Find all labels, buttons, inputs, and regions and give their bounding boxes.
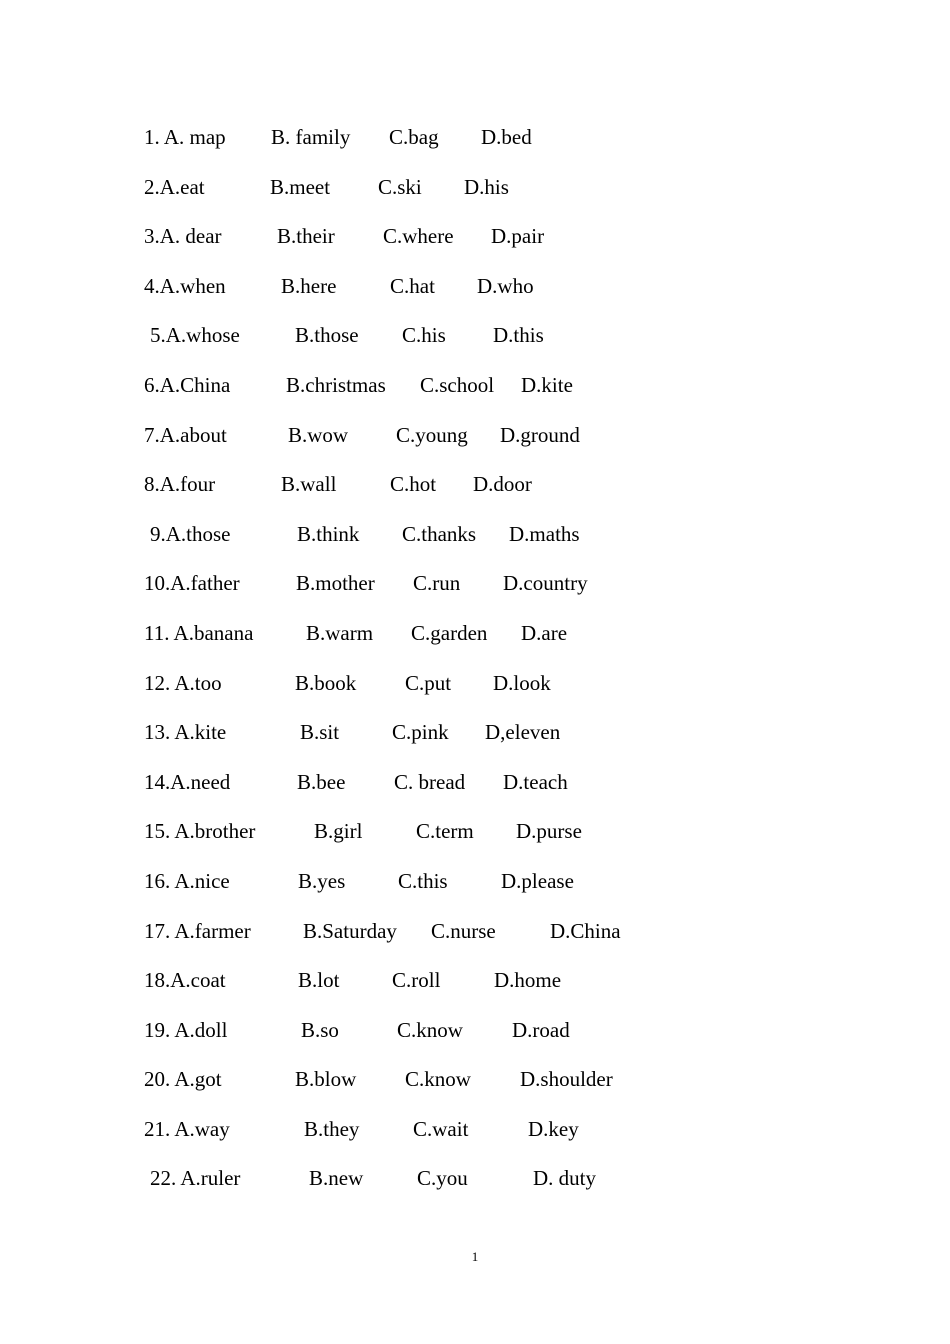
- question-row: [0, 864, 950, 914]
- option-c: C.know: [397, 1017, 463, 1042]
- option-c: C.bag: [389, 125, 439, 149]
- question-row: [0, 1112, 950, 1162]
- option-d: D.pair: [491, 224, 545, 249]
- option-d: D.road: [512, 1017, 570, 1042]
- option-c: C.his: [402, 323, 446, 348]
- option-d: D.ground: [500, 422, 580, 447]
- option-d: D.are: [521, 620, 568, 645]
- question-row: [0, 467, 950, 517]
- option-b: B.mother: [296, 571, 375, 596]
- question-row: [0, 765, 950, 815]
- question-row: [0, 566, 950, 616]
- option-b: B. family: [271, 125, 351, 149]
- question-row: [0, 517, 950, 567]
- option-d: D.teach: [503, 769, 568, 794]
- option-c: C.put: [405, 670, 452, 695]
- option-d: D.please: [501, 868, 574, 893]
- option-b: B.wall: [281, 472, 337, 497]
- option-d: D.his: [464, 174, 509, 199]
- option-c: C.pink: [392, 720, 449, 745]
- option-a: 21. A.way: [144, 1116, 230, 1141]
- option-c: C. bread: [394, 769, 466, 794]
- option-d: D. duty: [533, 1166, 596, 1191]
- question-row: [0, 219, 950, 269]
- question-row: [0, 1161, 950, 1211]
- option-a: 22. A.ruler: [150, 1166, 241, 1191]
- option-b: B.lot: [298, 968, 340, 993]
- option-a: 17. A.farmer: [144, 918, 251, 943]
- option-d: D.country: [503, 571, 588, 596]
- option-a: 12. A.too: [144, 670, 222, 695]
- option-b: B.wow: [288, 422, 349, 447]
- option-a: 18.A.coat: [144, 968, 226, 993]
- option-b: B.sit: [300, 720, 340, 745]
- option-c: C.hot: [390, 472, 437, 497]
- option-c: C.where: [383, 224, 454, 249]
- option-d: D.home: [494, 968, 562, 993]
- option-a: 16. A.nice: [144, 868, 230, 893]
- option-a: 3.A. dear: [144, 224, 222, 249]
- option-b: B.blow: [295, 1067, 357, 1092]
- option-c: C.this: [398, 868, 448, 893]
- question-row: [0, 170, 950, 220]
- option-c: C.run: [413, 571, 461, 596]
- option-d: D.purse: [516, 819, 582, 844]
- question-row: [0, 814, 950, 864]
- option-c: C.garden: [411, 620, 488, 645]
- option-b: B.bee: [297, 769, 346, 794]
- question-row: [0, 963, 950, 1013]
- question-row: [0, 269, 950, 319]
- option-a: 7.A.about: [144, 422, 227, 447]
- option-a: 10.A.father: [144, 571, 240, 596]
- option-c: C.know: [405, 1067, 471, 1092]
- option-b: B.warm: [306, 620, 374, 645]
- option-c: C.nurse: [431, 918, 496, 943]
- question-row: [0, 120, 950, 170]
- question-row: [0, 418, 950, 468]
- option-a: 2.A.eat: [144, 174, 205, 199]
- option-a: 19. A.doll: [144, 1017, 228, 1042]
- option-a: 6.A.China: [144, 372, 231, 397]
- option-c: C.wait: [413, 1116, 469, 1141]
- option-d: D,eleven: [485, 720, 561, 745]
- option-a: 4.A.when: [144, 273, 226, 298]
- option-c: C.thanks: [402, 521, 477, 546]
- question-row: [0, 318, 950, 368]
- option-d: D.shoulder: [520, 1067, 613, 1092]
- option-a: 13. A.kite: [144, 720, 227, 745]
- option-b: B.girl: [314, 819, 363, 844]
- option-b: B.their: [277, 224, 335, 249]
- option-b: B.here: [281, 273, 337, 298]
- option-d: D.kite: [521, 372, 573, 397]
- option-b: B.those: [295, 323, 359, 348]
- page-number: 1: [471, 1249, 479, 1264]
- option-c: C.roll: [392, 968, 441, 993]
- option-d: D.look: [493, 670, 551, 695]
- option-b: B.think: [297, 521, 360, 546]
- question-row: [0, 1013, 950, 1063]
- option-d: D.key: [528, 1116, 579, 1141]
- option-a: 5.A.whose: [150, 323, 240, 348]
- option-c: C.ski: [378, 174, 422, 199]
- option-b: B.they: [304, 1116, 360, 1141]
- option-a: 1. A. map: [144, 125, 226, 149]
- option-b: B.yes: [298, 868, 346, 893]
- option-c: C.hat: [390, 273, 435, 298]
- option-a: 11. A.banana: [144, 620, 254, 645]
- question-row: [0, 715, 950, 765]
- option-b: B.so: [301, 1017, 339, 1042]
- option-d: D.bed: [481, 125, 532, 149]
- question-row: [0, 1062, 950, 1112]
- question-list: [0, 120, 950, 1211]
- option-b: B.Saturday: [303, 918, 397, 943]
- question-row: [0, 616, 950, 666]
- option-a: 20. A.got: [144, 1067, 222, 1092]
- option-a: 14.A.need: [144, 769, 231, 794]
- option-d: D.China: [550, 918, 621, 943]
- option-b: B.new: [309, 1166, 364, 1191]
- option-d: D.this: [493, 323, 544, 348]
- option-c: C.term: [416, 819, 474, 844]
- option-a: 15. A.brother: [144, 819, 256, 844]
- option-d: D.who: [477, 273, 534, 298]
- question-row: [0, 666, 950, 716]
- option-a: 9.A.those: [150, 521, 231, 546]
- question-row: [0, 914, 950, 964]
- question-row: [0, 368, 950, 418]
- option-b: B.christmas: [286, 372, 386, 397]
- option-b: B.book: [295, 670, 357, 695]
- option-a: 8.A.four: [144, 472, 216, 497]
- option-d: D.door: [473, 472, 532, 497]
- option-b: B.meet: [270, 174, 331, 199]
- option-d: D.maths: [509, 521, 580, 546]
- option-c: C.young: [396, 422, 468, 447]
- option-c: C.you: [417, 1166, 468, 1191]
- option-c: C.school: [420, 372, 495, 397]
